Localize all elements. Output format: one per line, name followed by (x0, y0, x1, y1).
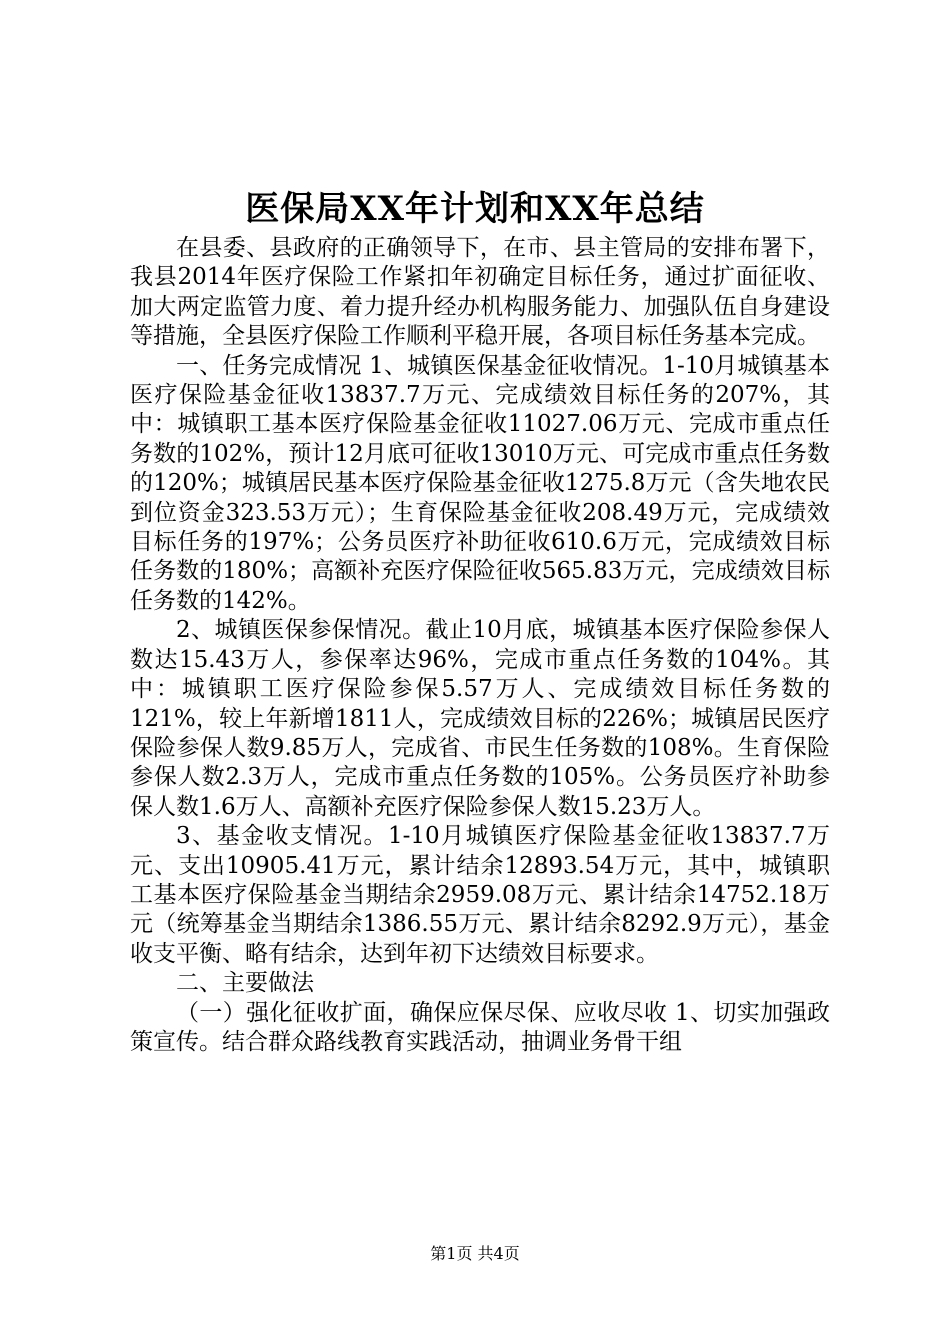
paragraph-section-2-1: （一）强化征收扩面，确保应保尽保、应收尽收 1、切实加强政策宣传。结合群众路线教育实践活动，抽调业务骨干组 (130, 999, 830, 1055)
paragraph-section-1: 一、任务完成情况 1、城镇医保基金征收情况。1-10月城镇基本医疗保险基金征收13837.7万元、完成绩效目标任务的207%，其中：城镇职工基本医疗保险基金征收11027.06万元、完成市重点任务数的102%，预计12月底可征收13010万元、可完成市重点任务数的120%；城镇居民基本医疗保险基金征收1275.8万元（含失地农民到位资金323.53万元）；生育保险基金征收208.49万元，完成绩效目标任务的197%；公务员医疗补助征收610.6万元，完成绩效目标任务数的180%；高额补充医疗保险征收565.83万元，完成绩效目标任务数的142%。 (130, 352, 830, 614)
document-body (130, 234, 830, 1057)
paragraph-intro: 在县委、县政府的正确领导下，在市、县主管局的安排布署下，我县2014年医疗保险工作紧扣年初确定目标任务，通过扩面征收、加大两定监管力度、着力提升经办机构服务能力、加强队伍自身建设等措施，全县医疗保险工作顺利平稳开展，各项目标任务基本完成。 (130, 235, 830, 350)
page-footer: 第1页 共4页 (430, 1244, 520, 1263)
paragraph-section-1-3: 3、基金收支情况。1-10月城镇医疗保险基金征收13837.7万元、支出10905.41万元，累计结余12893.54万元，其中，城镇职工基本医疗保险基金当期结余2959.08万元、累计结余14752.18万元（统筹基金当期结余1386.55万元、累计结余8292.9万元），基金收支平衡、略有结余，达到年初下达绩效目标要求。 (130, 823, 830, 967)
document-title: 医保局XX年计划和XX年总结 (245, 189, 705, 229)
paragraph-section-1-2: 2、城镇医保参保情况。截止10月底，城镇基本医疗保险参保人数达15.43万人，参保率达96%，完成市重点任务数的104%。其中：城镇职工医疗保险参保5.57万人、完成绩效目标任务数的121%，较上年新增1811人，完成绩效目标的226%；城镇居民医疗保险参保人数9.85万人，完成省、市民生任务数的108%。生育保险参保人数2.3万人，完成市重点任务数的105%。公务员医疗补助参保人数1.6万人、高额补充医疗保险参保人数15.23万人。 (130, 617, 830, 820)
paragraph-section-2-heading: 二、主要做法 (176, 970, 314, 997)
